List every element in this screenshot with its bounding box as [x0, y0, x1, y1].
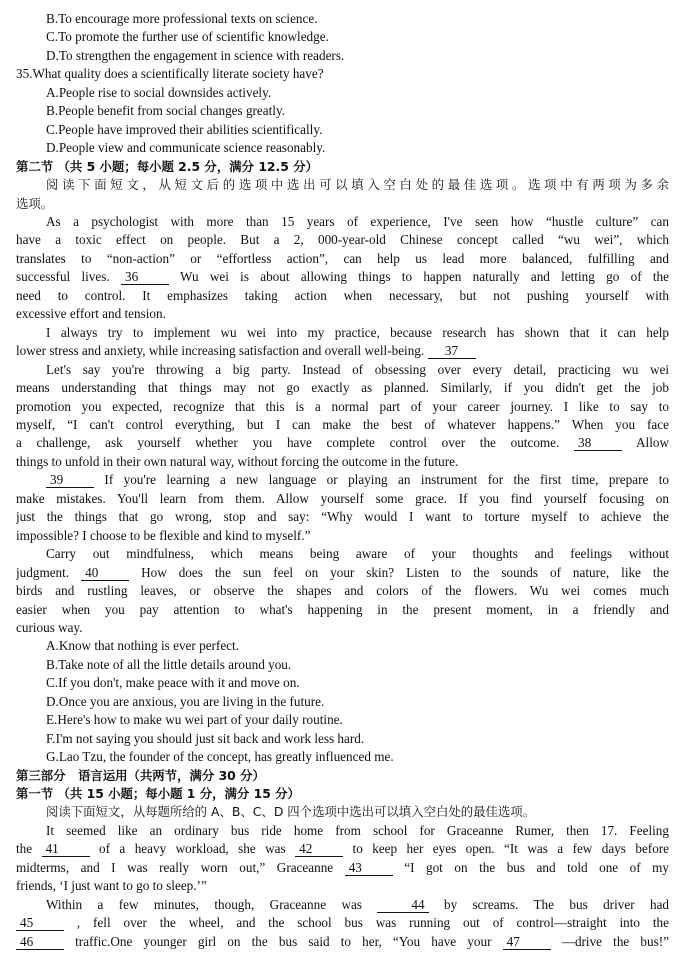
blank-46[interactable]: 46: [16, 934, 64, 950]
passage-line: [16, 564, 669, 582]
section2-option-d: D.Once you are anxious, you are living in the future.: [46, 693, 325, 709]
q35-option-c: C.People have improved their abilities scientifically.: [46, 121, 323, 137]
passage-text: —drive the bus!”: [561, 933, 669, 949]
passage-text: , fell over the wheel, and the school bus was running out of control—straight into the: [76, 915, 669, 931]
passage-line: need to control. It emphasizes taking action when necessary, but not pushing yourself with: [16, 287, 669, 303]
part3-heading: 第三部分 语言运用（共两节，满分 30 分）: [16, 767, 265, 783]
blank-37[interactable]: 37: [428, 343, 476, 359]
passage-line: [16, 342, 669, 360]
passage-line: [16, 471, 669, 489]
q34-option-b: B.To encourage more professional texts on science.: [46, 11, 318, 26]
passage-line: have a toxic effect on people. But a 2, 000-year-old Chinese concept called “wu wei”, which: [16, 232, 669, 248]
passage-line: make mistakes. You'll learn from them. Allow yourself some grace. If you find yourself focusing on: [16, 490, 669, 506]
blank-40[interactable]: 40: [81, 565, 129, 581]
passage-line: [16, 896, 669, 914]
passage-line: [16, 434, 669, 452]
blank-43[interactable]: 43: [345, 860, 393, 876]
q35-option-d: D.People view and communicate science reasonably.: [46, 140, 326, 156]
passage-text: to keep her eyes open. “It was a few days before: [352, 841, 669, 857]
passage-text: Wu wei is about allowing things to happen naturally and letting go of the: [180, 269, 669, 285]
section2-option-c: C.If you don't, make peace with it and move on.: [46, 675, 300, 691]
passage-line: friends, ‘I just want to go to sleep.’”: [16, 878, 207, 894]
passage-text: How does the sun feel on your skin? Listen to the sounds of nature, like the: [141, 564, 669, 580]
passage-line: It seemed like an ordinary bus ride home from school for Graceanne Rumer, then 17. Feeling: [46, 822, 669, 838]
section2-heading: 第二节 （共 5 小题；每小题 2.5 分，满分 12.5 分）: [16, 158, 318, 174]
q35-stem: 35.What quality does a scientifically literate society have?: [16, 66, 324, 82]
passage-text: “I got on the bus and told one of my: [404, 859, 669, 875]
blank-47[interactable]: 47: [503, 934, 551, 950]
passage-text: successful lives.: [16, 269, 110, 285]
q35-option-b: B.People benefit from social changes greatly.: [46, 103, 286, 119]
section2-option-b: B.Take note of all the little details around you.: [46, 656, 292, 672]
passage-line: [16, 840, 669, 858]
passage-line: Carry out mindfulness, which means being aware of your thoughts and feelings without: [46, 546, 669, 562]
passage-text: lower stress and anxiety, while increasing satisfaction and overall well-being.: [16, 343, 425, 359]
section2-instruction-line2: 选项。: [16, 195, 54, 211]
passage-line: translates to “non-action” or “effortless action”, can help us lead more balanced, fulfilling and: [16, 250, 669, 266]
passage-line: means understanding that things may not go exactly as planned. Similarly, if you didn't get the job: [16, 380, 669, 396]
blank-45[interactable]: 45: [16, 915, 64, 931]
section2-option-e: E.Here's how to make wu wei part of your daily routine.: [46, 712, 343, 728]
blank-39[interactable]: 39: [46, 472, 94, 488]
passage-line: [16, 859, 669, 877]
passage-line: just the things that go wrong, stop and say: “Why would I want to torture myself to achieve the: [16, 509, 669, 525]
passage-text: Allow: [636, 435, 669, 451]
passage-line: birds and rustling leaves, or observe the shapes and colors of the flowers. Wu wei comes much: [16, 583, 669, 599]
section2-option-f: F.I'm not saying you should just sit back and work less hard.: [46, 730, 365, 746]
passage-line: excessive effort and tension.: [16, 306, 166, 322]
section2-instruction-line1: 阅读下面短文，从短文后的选项中选出可以填入空白处的最佳选项。选项中有两项为多余: [46, 177, 669, 193]
passage-line: things to unfold in their own natural way, without forcing the outcome in the future.: [16, 453, 459, 469]
passage-text: midterms, and I was really worn out,” Graceanne: [16, 859, 334, 875]
passage-text: If you're learning a new language or playing an instrument for the first time, prepare to: [104, 472, 669, 488]
passage-text: traffic.One younger girl on the bus said to her, “You have your: [75, 933, 492, 949]
section2-option-g: G.Lao Tzu, the founder of the concept, has greatly influenced me.: [46, 749, 394, 765]
blank-38[interactable]: 38: [574, 435, 622, 451]
passage-line: I always try to implement wu wei into my practice, because research has shown that it can help: [46, 324, 669, 340]
passage-text: of a heavy workload, she was: [99, 841, 286, 857]
passage-line: [16, 914, 669, 932]
part3-sub-heading: 第一节 （共 15 小题；每小题 1 分，满分 15 分）: [16, 786, 300, 802]
blank-41[interactable]: 41: [42, 841, 90, 857]
passage-line: myself, “I can't control everything, but I can make the best of whatever happens.” When you face: [16, 416, 669, 432]
passage-text: by screams. The bus driver had: [443, 896, 669, 912]
passage-line: [16, 933, 669, 951]
passage-text: a challenge, ask yourself whether you have complete control over the outcome.: [16, 435, 560, 451]
blank-36[interactable]: 36: [121, 269, 169, 285]
passage-text: Within a few minutes, though, Graceanne was: [46, 896, 362, 912]
q34-option-c: C.To promote the further use of scientific knowledge.: [46, 29, 329, 45]
blank-44[interactable]: 44: [377, 897, 428, 913]
section2-option-a: A.Know that nothing is ever perfect.: [46, 638, 239, 654]
q35-option-a: A.People rise to social downsides actively.: [46, 84, 272, 100]
passage-line: [16, 268, 669, 286]
passage-line: promotion you expected, recognize that this is a normal part of your career journey. I like to say to: [16, 398, 669, 414]
passage-line: easier when you pay attention to what's happening in the present moment, in a friendly and: [16, 601, 669, 617]
passage-line: impossible? I choose to be flexible and kind to myself.”: [16, 527, 311, 543]
passage-text: the: [16, 841, 33, 857]
q34-option-d: D.To strengthen the engagement in science with readers.: [46, 47, 345, 63]
part3-instruction: 阅读下面短文，从每题所给的 A、B、C、D 四个选项中选出可以填入空白处的最佳选项。: [46, 804, 536, 820]
passage-line: Let's say you're throwing a big party. Instead of obsessing over every detail, practicing wu wei: [46, 361, 669, 377]
blank-42[interactable]: 42: [295, 841, 343, 857]
passage-line: As a psychologist with more than 15 years of experience, I've seen how “hustle culture” can: [46, 213, 669, 229]
passage-text: judgment.: [16, 564, 70, 580]
passage-line: curious way.: [16, 619, 83, 635]
